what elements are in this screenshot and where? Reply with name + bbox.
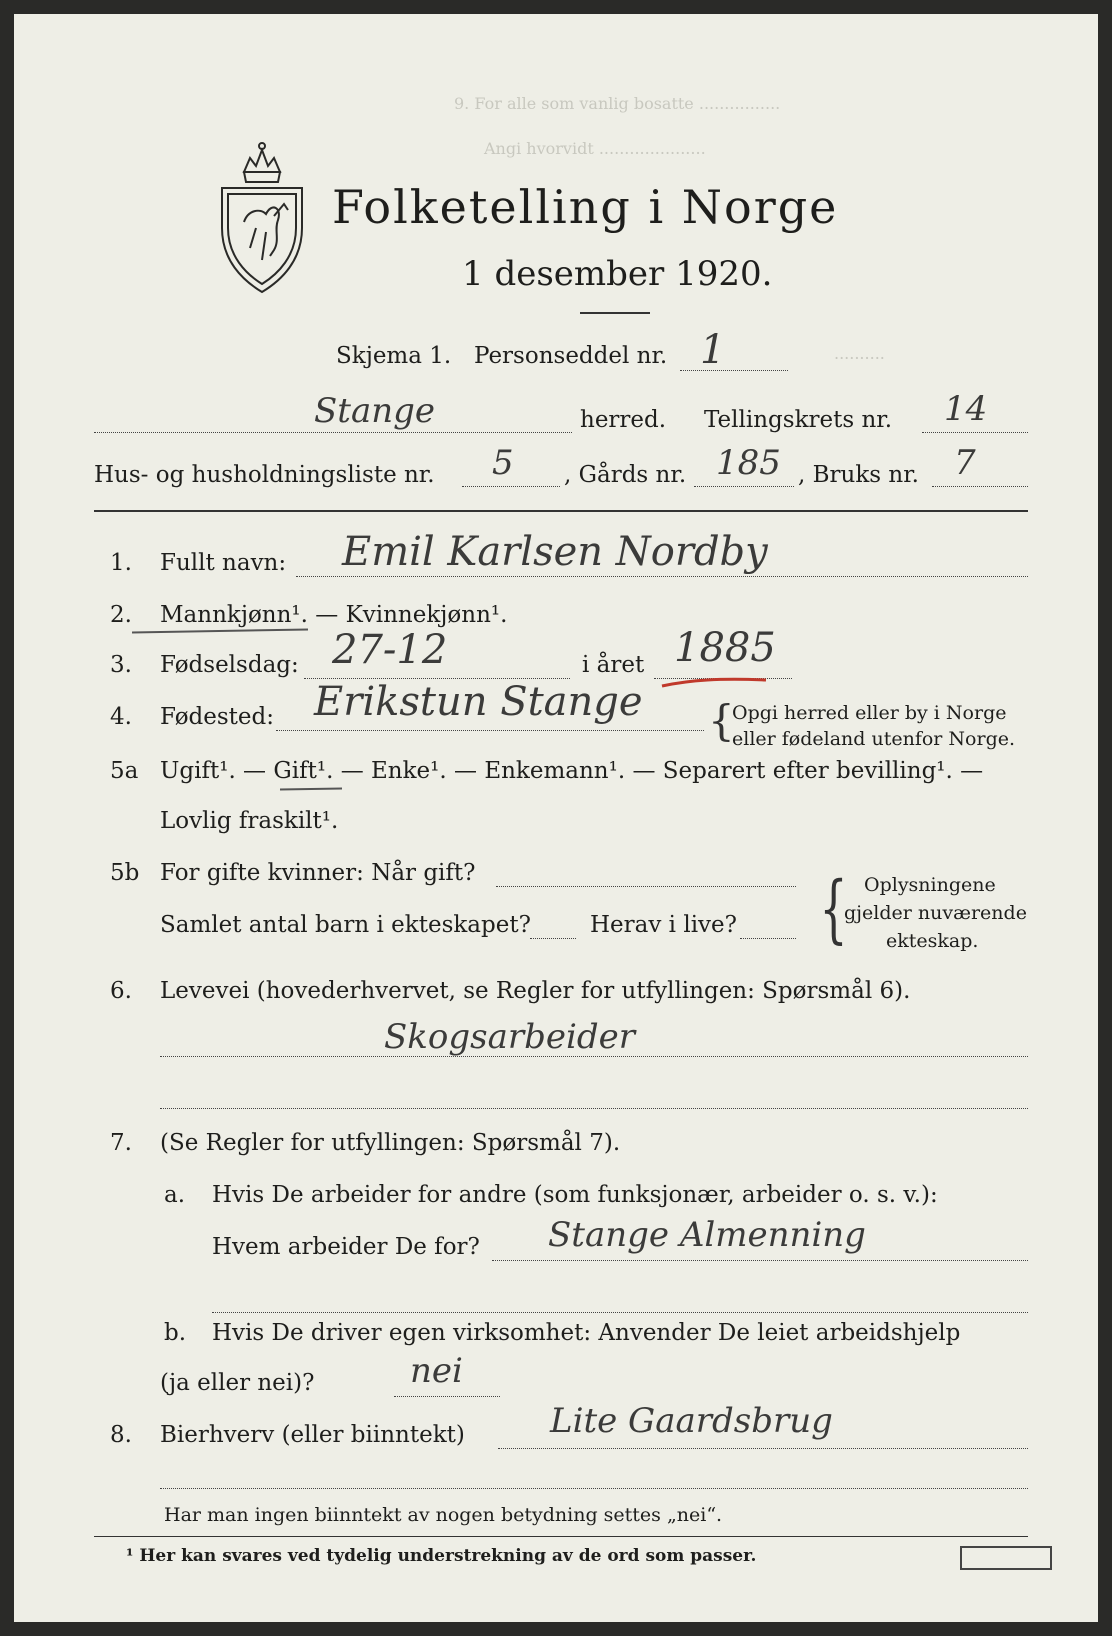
q4-label: Fødested: (160, 704, 275, 730)
form-title: Folketelling i Norge (332, 180, 839, 234)
q4-birthplace-value[interactable]: Erikstun Stange (314, 679, 643, 725)
q5b-note-line1: Oplysningene (864, 874, 996, 896)
q4-number: 4. (110, 704, 132, 730)
q8-note: Har man ingen biinntekt av nogen betydning settes „nei“. (164, 1504, 723, 1526)
husliste-label: Hus- og husholdningsliste nr. (94, 462, 435, 488)
q4-note-line1: Opgi herred eller by i Norge (732, 702, 1007, 724)
q7a-label: a. (164, 1182, 186, 1208)
q7a-employer-label: Hvem arbeider De for? (212, 1234, 480, 1260)
q5b-alive-label: Herav i live? (590, 912, 737, 938)
footnote: ¹ Her kan svares ved tydelig understrekning av de ord som passer. (126, 1546, 757, 1566)
q4-note-line2: eller fødeland utenfor Norge. (732, 728, 1016, 750)
q5b-when-married-line (496, 886, 796, 887)
footnote-divider (94, 1536, 1028, 1537)
q5b-when-married-label: For gifte kvinner: Når gift? (160, 860, 476, 886)
q6-number: 6. (110, 978, 132, 1004)
q4-line (276, 730, 704, 731)
personseddel-value[interactable]: 1 (700, 327, 726, 373)
q5b-number: 5b (110, 860, 140, 886)
herred-line (94, 432, 572, 433)
q8-line2 (160, 1488, 1028, 1489)
q7-number: 7. (110, 1130, 132, 1156)
q5b-children-label: Samlet antal barn i ekteskapet? (160, 912, 531, 938)
q3-year-label: i året (582, 652, 645, 678)
q5b-alive-line (740, 938, 796, 939)
q3-year-value[interactable]: 1885 (674, 625, 776, 671)
q3-birthday-value[interactable]: 27-12 (332, 627, 448, 673)
q1-line (296, 576, 1028, 577)
q7a-question: Hvis De arbeider for andre (som funksjonær, arbeider o. s. v.): (212, 1182, 938, 1208)
q4-brace: { (708, 696, 735, 745)
q3-number: 3. (110, 652, 132, 678)
q5b-note-line2: gjelder nuværende (844, 902, 1027, 924)
q5b-children-line (530, 938, 576, 939)
bleed-through-text: 9. For alle som vanlig bosatte ................ (454, 94, 781, 113)
tellingskrets-line (922, 432, 1028, 433)
q7a-employer-value[interactable]: Stange Almenning (548, 1215, 866, 1255)
q7b-value[interactable]: nei (410, 1351, 463, 1391)
red-pencil-mark (660, 676, 770, 690)
q7b-label: b. (164, 1320, 187, 1346)
gards-value[interactable]: 185 (716, 443, 781, 483)
bruks-value[interactable]: 7 (954, 443, 976, 483)
bleed-through-text: Angi hvorvidt ..................... (484, 139, 706, 158)
tellingskrets-label: Tellingskrets nr. (704, 407, 893, 433)
q5b-brace: { (819, 866, 848, 952)
q2-underline-mannkjonn (132, 628, 308, 633)
schema-label: Skjema 1. (336, 343, 452, 369)
q1-full-name-value[interactable]: Emil Karlsen Nordby (342, 529, 768, 575)
header-divider (94, 510, 1028, 512)
q2-number: 2. (110, 602, 132, 628)
q1-label: Fullt navn: (160, 550, 287, 576)
gards-line (694, 486, 794, 487)
q8-label: Bierhverv (eller biinntekt) (160, 1422, 465, 1448)
husliste-line (462, 486, 560, 487)
q6-line1 (160, 1056, 1028, 1057)
q7b-yes-no-label: (ja eller nei)? (160, 1370, 315, 1396)
q8-number: 8. (110, 1422, 132, 1448)
bruks-label: , Bruks nr. (798, 462, 919, 488)
gards-label: , Gårds nr. (564, 462, 687, 488)
tellingskrets-value[interactable]: 14 (944, 389, 988, 429)
q5a-number: 5a (110, 758, 139, 784)
q6-occupation-label: Levevei (hovederhvervet, se Regler for utfyllingen: Spørsmål 6). (160, 978, 911, 1004)
husliste-value[interactable]: 5 (492, 443, 514, 483)
q6-occupation-value[interactable]: Skogsarbeider (384, 1017, 635, 1057)
q7a-line1 (492, 1260, 1028, 1261)
q5b-note-line3: ekteskap. (886, 930, 979, 952)
q7-intro: (Se Regler for utfyllingen: Spørsmål 7). (160, 1130, 621, 1156)
norway-coat-of-arms-icon (214, 132, 310, 300)
printer-stamp (960, 1546, 1052, 1570)
q7b-question: Hvis De driver egen virksomhet: Anvender De leiet arbeidshjelp (212, 1320, 961, 1346)
q1-number: 1. (110, 550, 132, 576)
q8-value[interactable]: Lite Gaardsbrug (550, 1401, 833, 1441)
census-form-sheet (14, 14, 1098, 1622)
q3-label: Fødselsdag: (160, 652, 299, 678)
bleed-through-text: .......... (834, 344, 885, 363)
q2-sex-options: Mannkjønn¹. — Kvinnekjønn¹. (160, 602, 508, 628)
title-divider (580, 312, 650, 314)
census-date: 1 desember 1920. (462, 254, 773, 294)
personseddel-label: Personseddel nr. (474, 343, 668, 369)
q7a-line2 (212, 1312, 1028, 1313)
bruks-line (932, 486, 1028, 487)
q5a-underline-gift (280, 787, 342, 790)
q6-line2 (160, 1108, 1028, 1109)
personseddel-line (680, 370, 788, 371)
q5a-status-options-cont: Lovlig fraskilt¹. (160, 808, 339, 834)
herred-label: herred. (580, 407, 667, 433)
herred-value[interactable]: Stange (314, 391, 436, 431)
q5a-status-options: Ugift¹. — Gift¹. — Enke¹. — Enkemann¹. — Separert efter bevilling¹. — (160, 758, 984, 784)
q8-line1 (498, 1448, 1028, 1449)
q7b-line (394, 1396, 500, 1397)
